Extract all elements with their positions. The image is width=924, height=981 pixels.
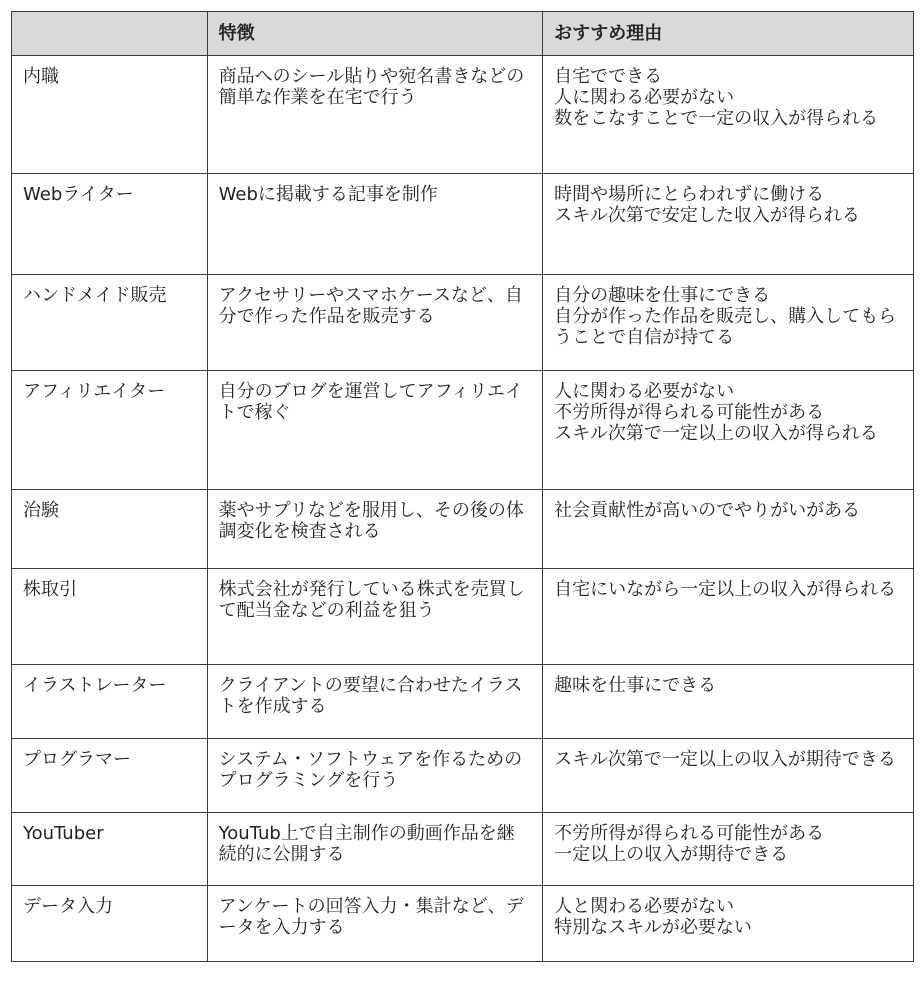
feature-cell: 自分のブログを運営してアフィリエイトで稼ぐ bbox=[207, 371, 542, 490]
job-name-cell: 株取引 bbox=[12, 569, 208, 665]
reason-line: 自宅でできる bbox=[554, 66, 663, 87]
feature-cell: 薬やサプリなどを服用し、その後の体調変化を検査される bbox=[207, 490, 542, 569]
table-body bbox=[12, 56, 914, 962]
table-row bbox=[12, 275, 914, 371]
table-row bbox=[12, 490, 914, 569]
feature-cell: アクセサリーやスマホケースなど、自分で作った作品を販売する bbox=[207, 275, 542, 371]
reason-cell bbox=[543, 490, 914, 569]
feature-cell: アンケートの回答入力・集計など、データを入力する bbox=[207, 886, 542, 962]
table-row bbox=[12, 813, 914, 886]
job-name-cell: ハンドメイド販売 bbox=[12, 275, 208, 371]
job-name-cell: 治験 bbox=[12, 490, 208, 569]
jobs-comparison-table bbox=[11, 11, 914, 962]
reason-line: 社会貢献性が高いのでやりがいがある bbox=[554, 500, 861, 521]
reason-line: 時間や場所にとらわれずに働ける bbox=[554, 184, 825, 205]
header-reason: おすすめ理由 bbox=[543, 12, 914, 56]
reason-line: スキル次第で安定した収入が得られる bbox=[554, 205, 860, 226]
table-row bbox=[12, 371, 914, 490]
job-name-cell: アフィリエイター bbox=[12, 371, 208, 490]
table-row bbox=[12, 56, 914, 174]
job-name-cell: プログラマー bbox=[12, 739, 208, 813]
table-row bbox=[12, 739, 914, 813]
job-name-cell: Webライター bbox=[12, 174, 208, 275]
feature-cell: 商品へのシール貼りや宛名書きなどの簡単な作業を在宅で行う bbox=[207, 56, 542, 174]
reason-cell bbox=[543, 886, 914, 962]
reason-cell bbox=[543, 569, 914, 665]
reason-line: 不労所得が得られる可能性がある bbox=[554, 402, 825, 423]
header-feature: 特徴 bbox=[207, 12, 542, 56]
table-header-row bbox=[12, 12, 914, 56]
reason-line: 不労所得が得られる可能性がある bbox=[554, 823, 825, 844]
job-name-cell: イラストレーター bbox=[12, 665, 208, 739]
reason-line: 自宅にいながら一定以上の収入が得られる bbox=[554, 579, 897, 600]
job-name-cell: データ入力 bbox=[12, 886, 208, 962]
table-row bbox=[12, 665, 914, 739]
reason-line: 人に関わる必要がない bbox=[554, 87, 735, 108]
reason-line: 自分が作った作品を販売し、購入してもらうことで自信が持てる bbox=[554, 306, 897, 348]
reason-cell bbox=[543, 174, 914, 275]
reason-cell bbox=[543, 275, 914, 371]
feature-cell: YouTub上で自主制作の動画作品を継続的に公開する bbox=[207, 813, 542, 886]
reason-line: 自分の趣味を仕事にできる bbox=[554, 285, 771, 306]
reason-line: 特別なスキルが必要ない bbox=[554, 917, 752, 938]
reason-line: 趣味を仕事にできる bbox=[554, 675, 717, 696]
feature-cell: 株式会社が発行している株式を売買して配当金などの利益を狙う bbox=[207, 569, 542, 665]
job-name-cell: YouTuber bbox=[12, 813, 208, 886]
feature-cell: システム・ソフトウェアを作るためのプログラミングを行う bbox=[207, 739, 542, 813]
table-row bbox=[12, 569, 914, 665]
reason-line: 一定以上の収入が期待できる bbox=[554, 844, 789, 865]
reason-line: 数をこなすことで一定の収入が得られる bbox=[554, 108, 879, 129]
header-job-name bbox=[12, 12, 208, 56]
reason-cell bbox=[543, 371, 914, 490]
table-row bbox=[12, 174, 914, 275]
reason-line: スキル次第で一定以上の収入が期待できる bbox=[554, 749, 896, 770]
job-name-cell: 内職 bbox=[12, 56, 208, 174]
table-row bbox=[12, 886, 914, 962]
reason-cell bbox=[543, 739, 914, 813]
reason-line: スキル次第で一定以上の収入が得られる bbox=[554, 423, 878, 444]
feature-cell: Webに掲載する記事を制作 bbox=[207, 174, 542, 275]
reason-cell bbox=[543, 56, 914, 174]
reason-cell bbox=[543, 813, 914, 886]
reason-line: 人に関わる必要がない bbox=[554, 381, 735, 402]
reason-cell bbox=[543, 665, 914, 739]
feature-cell: クライアントの要望に合わせたイラストを作成する bbox=[207, 665, 542, 739]
reason-line: 人と関わる必要がない bbox=[554, 896, 735, 917]
